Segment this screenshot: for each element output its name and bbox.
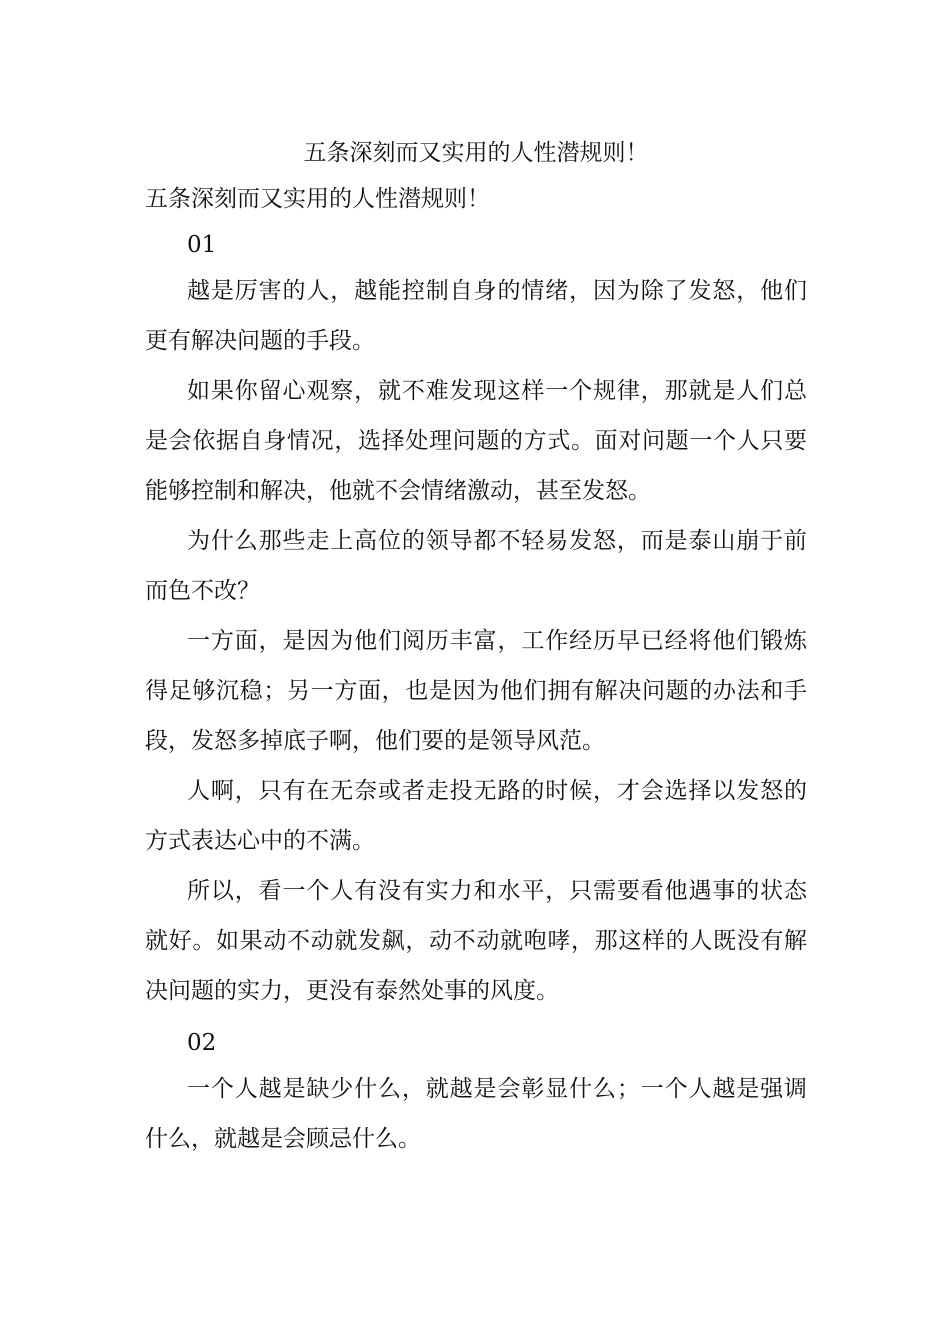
paragraph: 一个人越是缺少什么，就越是会彰显什么；一个人越是强调什么，就越是会顾忌什么。	[145, 1076, 807, 1152]
document-subtitle: 五条深刻而又实用的人性潜规则！	[145, 186, 490, 212]
paragraph: 所以，看一个人有没有实力和水平，只需要看他遇事的状态就好。如果动不动就发飙，动不动就咆哮，那这样的人既没有解决问题的实力，更没有泰然处事的风度。	[145, 878, 807, 1004]
document-title: 五条深刻而又实用的人性潜规则！	[303, 140, 649, 166]
section-number: 02	[187, 1030, 217, 1056]
paragraph: 如果你留心观察，就不难发现这样一个规律，那就是人们总是会依据自身情况，选择处理问题的方式。面对问题一个人只要能够控制和解决，他就不会情绪激动，甚至发怒。	[145, 378, 807, 504]
paragraph: 越是厉害的人，越能控制自身的情绪，因为除了发怒，他们更有解决问题的手段。	[145, 278, 807, 354]
section-number: 01	[187, 232, 217, 258]
paragraph: 一方面，是因为他们阅历丰富，工作经历早已经将他们锻炼得足够沉稳；另一方面，也是因为他们拥有解决问题的办法和手段，发怒多掉底子啊，他们要的是领导风范。	[145, 628, 807, 754]
section-02	[145, 1024, 807, 1164]
document-page	[145, 134, 807, 1164]
paragraph: 人啊，只有在无奈或者走投无路的时候，才会选择以发怒的方式表达心中的不满。	[145, 778, 807, 854]
section-01	[145, 226, 807, 1016]
paragraph: 为什么那些走上高位的领导都不轻易发怒，而是泰山崩于前而色不改？	[145, 528, 807, 604]
